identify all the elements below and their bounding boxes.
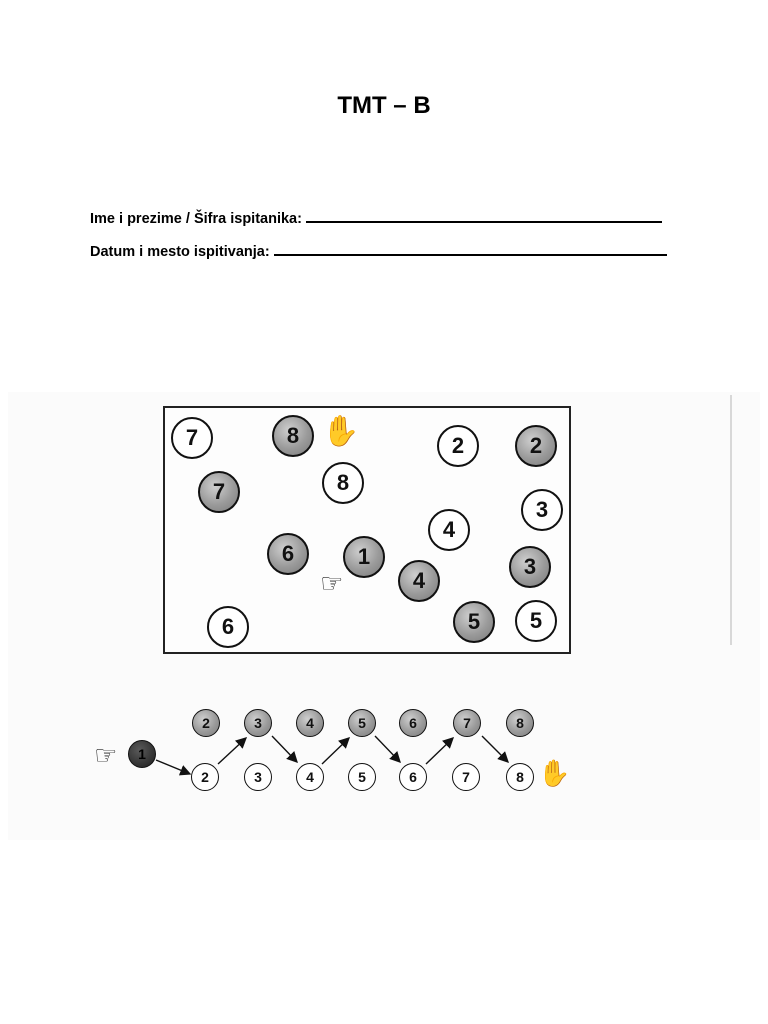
open-hand-icon: ✋ — [322, 415, 360, 448]
sample-circle[interactable]: 2 — [192, 709, 220, 737]
date-place-field-label: Datum i mesto ispitivanja: — [90, 244, 270, 260]
sample-circle[interactable]: 4 — [296, 709, 324, 737]
test-circle[interactable]: 1 — [343, 536, 385, 578]
sample-circle[interactable]: 3 — [244, 763, 272, 791]
scan-edge-line — [730, 395, 732, 645]
test-circle[interactable]: 3 — [509, 546, 551, 588]
test-circle[interactable]: 4 — [398, 560, 440, 602]
pointing-hand-icon: ☞ — [94, 740, 118, 770]
sample-circle[interactable]: 1 — [128, 740, 156, 768]
date-place-field-blank[interactable] — [274, 240, 667, 256]
test-circle[interactable]: 7 — [171, 417, 213, 459]
sample-circle[interactable]: 7 — [453, 709, 481, 737]
sample-circle[interactable]: 5 — [348, 763, 376, 791]
sample-circle[interactable]: 8 — [506, 763, 534, 791]
test-circle[interactable]: 5 — [453, 601, 495, 643]
name-field[interactable] — [90, 207, 662, 227]
test-circle[interactable]: 8 — [322, 462, 364, 504]
pointing-hand-icon: ☞ — [320, 568, 344, 598]
sample-circle[interactable]: 6 — [399, 763, 427, 791]
test-circle[interactable]: 7 — [198, 471, 240, 513]
name-field-blank[interactable] — [306, 207, 662, 223]
sample-circle[interactable]: 3 — [244, 709, 272, 737]
test-circle[interactable]: 3 — [521, 489, 563, 531]
test-circle[interactable]: 4 — [428, 509, 470, 551]
sample-circle[interactable]: 7 — [452, 763, 480, 791]
document-title: TMT – B — [337, 92, 431, 119]
date-place-field[interactable] — [90, 240, 667, 260]
test-circle[interactable]: 6 — [267, 533, 309, 575]
sample-circle[interactable]: 5 — [348, 709, 376, 737]
test-circle[interactable]: 6 — [207, 606, 249, 648]
sample-circle[interactable]: 8 — [506, 709, 534, 737]
test-circle[interactable]: 5 — [515, 600, 557, 642]
name-field-label: Ime i prezime / Šifra ispitanika: — [90, 211, 302, 227]
sample-circle[interactable]: 6 — [399, 709, 427, 737]
open-hand-icon: ✋ — [538, 758, 571, 788]
test-circle[interactable]: 2 — [515, 425, 557, 467]
sample-circle[interactable]: 4 — [296, 763, 324, 791]
test-circle[interactable]: 2 — [437, 425, 479, 467]
test-circle[interactable]: 8 — [272, 415, 314, 457]
sample-circle[interactable]: 2 — [191, 763, 219, 791]
